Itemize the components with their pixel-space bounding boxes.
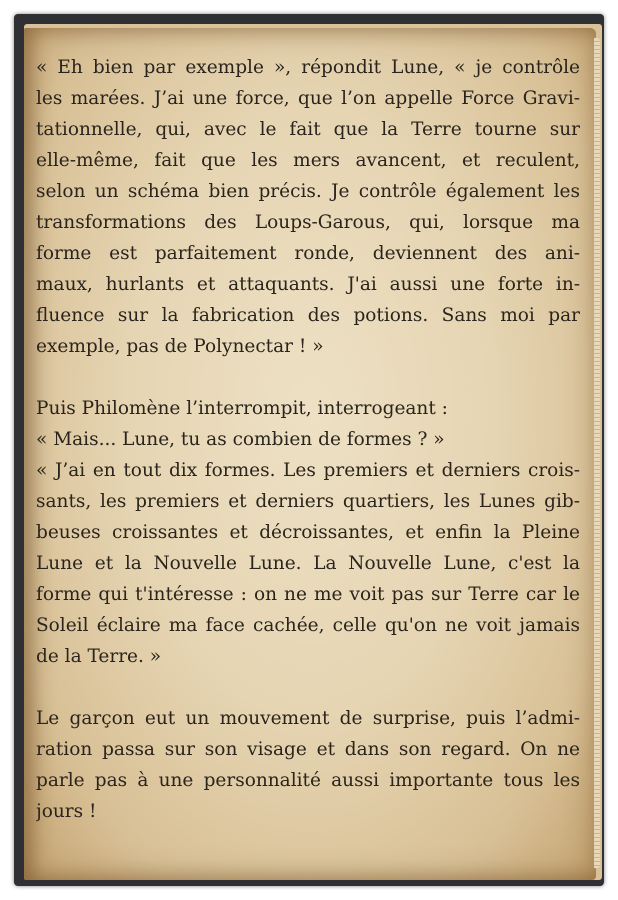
text-line: exemple, pas de Polynectar ! » (36, 336, 324, 357)
text-line: forme est parfaitement ronde, deviennent des ani- (36, 243, 580, 264)
text-line: Le garçon eut un mouvement de surprise, puis l’admi- (36, 708, 580, 729)
text-line: « J’ai en tout dix formes. Les premiers et derniers crois- (36, 460, 580, 481)
text-line: les marées. J’ai une force, que l’on appelle Force Gravi- (36, 88, 580, 109)
text-line: beuses croissantes et décroissantes, et enfin la Pleine (36, 522, 580, 543)
text-line: ration passa sur son visage et dans son regard. On ne (36, 739, 580, 760)
text-line: « Mais... Lune, tu as combien de formes ? » (36, 429, 445, 450)
parchment-page (24, 28, 596, 880)
book-cover (14, 14, 604, 886)
text-line: transformations des Loups-Garous, qui, lorsque ma (36, 212, 580, 233)
text-line: jours ! (36, 801, 97, 822)
paragraph-3 (36, 703, 580, 827)
page-stack (24, 24, 602, 880)
page-edges (594, 38, 600, 868)
text-line: selon un schéma bien précis. Je contrôle également les (36, 181, 580, 202)
text-line: maux, hurlants et attaquants. J'ai aussi une forte in- (36, 274, 580, 295)
text-line: « Eh bien par exemple », répondit Lune, « je contrôle (36, 57, 580, 78)
text-line: sants, les premiers et derniers quartiers, les Lunes gib- (36, 491, 580, 512)
text-line: Lune et la Nouvelle Lune. La Nouvelle Lune, c'est la (36, 553, 580, 574)
text-line: forme qui t'intéresse : on ne me voit pas sur Terre car le (36, 584, 580, 605)
text-line: elle-même, fait que les mers avancent, et reculent, (36, 150, 580, 171)
text-line: parle pas à une personnalité aussi importante tous les (36, 770, 580, 791)
paragraph-1 (36, 52, 580, 362)
text-line: Soleil éclaire ma face cachée, celle qu'on ne voit jamais (36, 615, 580, 636)
text-line: de la Terre. » (36, 646, 162, 667)
text-line: Puis Philomène l’interrompit, interrogeant : (36, 398, 448, 419)
paragraph-2 (36, 393, 580, 672)
text-line: tationnelle, qui, avec le fait que la Terre tourne sur (36, 119, 580, 140)
story-text (36, 52, 580, 858)
text-line: fluence sur la fabrication des potions. Sans moi par (36, 305, 580, 326)
